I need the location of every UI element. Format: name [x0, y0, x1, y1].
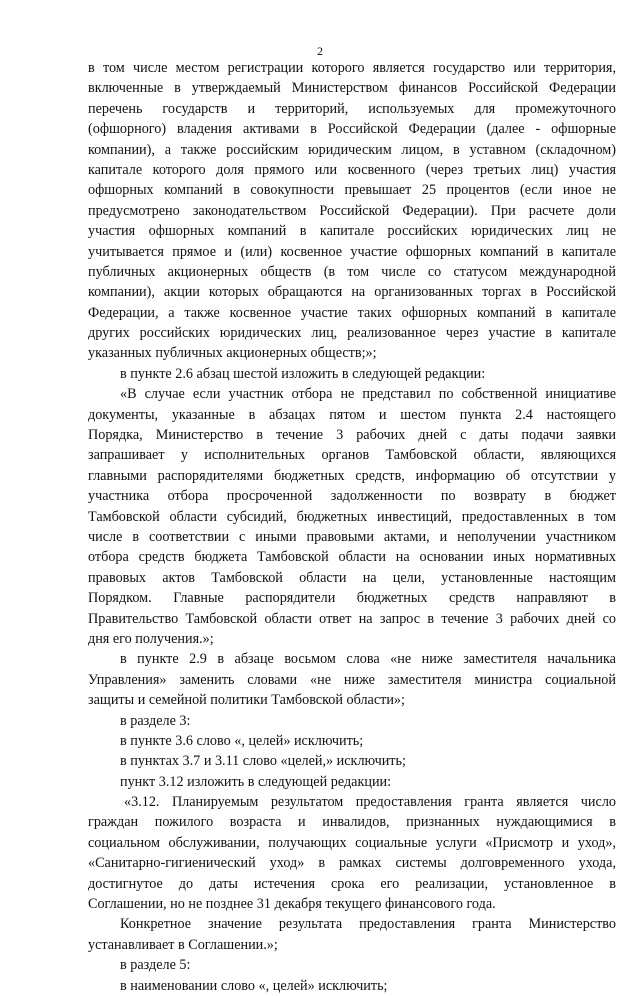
text-line: предусмотрено законодательством Российской Федерации). При расчете доли	[88, 202, 616, 219]
text-line: пункт 3.12 изложить в следующей редакции:	[120, 773, 392, 790]
text-line: правовых актов Тамбовской области на цели, установленные настоящим	[88, 569, 616, 586]
text-line: публичных акционерных обществ (в том числе со статусом международной	[88, 263, 616, 280]
text-line: в разделе 5:	[120, 957, 191, 974]
text-line: запрашивает у исполнительных органов Тамбовской области, являющихся	[88, 447, 616, 464]
text-line: Правительство Тамбовской области ответ на запрос в течение 3 рабочих дней со	[88, 610, 616, 627]
text-line: Конкретное значение результата предоставления гранта Министерство	[120, 916, 616, 933]
text-line: указанных публичных акционерных обществ;»;	[88, 345, 377, 362]
text-line: капитале которого доля прямого или косвенного (через третьих лиц) участия	[88, 161, 616, 178]
text-line: «В случае если участник отбора не представил по собственной инициативе	[120, 386, 616, 403]
text-line: перечень государств и территорий, используемых для промежуточного	[88, 100, 616, 117]
text-line: числе в соответствии с иными правовыми актами, и неполучении участником	[88, 528, 616, 545]
text-line: в пункте 3.6 слово «, целей» исключить;	[120, 732, 364, 749]
text-line: офшорных компаний в совокупности превышает 25 процентов (если иное не	[88, 182, 616, 199]
text-line: в разделе 3:	[120, 712, 191, 729]
text-line: защиты и семейной политики Тамбовской области»;	[88, 692, 405, 709]
text-line: устанавливает в Соглашении.»;	[88, 936, 278, 953]
text-line: компании), а также российским юридическим лицом, в уставном (складочном)	[88, 141, 616, 158]
text-line: «3.12. Планируемым результатом предоставления гранта является число	[124, 794, 616, 811]
text-line: социальном обслуживании, получающих социальные услуги «Присмотр и уход»,	[88, 834, 616, 851]
text-line: отбора средств бюджета Тамбовской области на основании иных нормативных	[88, 549, 616, 566]
page-number: 2	[317, 44, 323, 58]
text-line: в наименовании слово «, целей» исключить;	[120, 977, 388, 994]
text-line: в том числе местом регистрации которого является государство или территория,	[88, 60, 616, 76]
text-line: включенные в утверждаемый Министерством финансов Российской Федерации	[88, 80, 616, 97]
text-line: в пункте 2.9 в абзаце восьмом слова «не ниже заместителя начальника	[120, 651, 616, 668]
text-line: компании), акции которых обращаются на организованных торгах в Российской	[88, 284, 616, 301]
text-line: главными распорядителями бюджетных средств, информацию об отсутствии у	[88, 467, 616, 484]
text-line: «Санитарно-гигиенический уход» в рамках системы долговременного ухода,	[88, 855, 616, 872]
text-line: участия офшорных компаний в капитале российских юридических лиц не	[88, 223, 616, 240]
text-line: граждан пожилого возраста и инвалидов, признанных нуждающимися в	[88, 814, 616, 831]
text-line: Соглашении, но не позднее 31 декабря текущего финансового года.	[88, 896, 496, 913]
text-line: документы, указанные в абзацах пятом и шестом пункта 2.4 настоящего	[88, 406, 616, 423]
text-line: Порядком. Главные распорядители бюджетных средств направляют в	[88, 590, 616, 607]
text-line: учитывается прямое и (или) косвенное участие офшорных компаний в капитале	[88, 243, 616, 260]
text-line: Тамбовской области субсидий, бюджетных инвестиций, предоставленных в том	[88, 508, 616, 525]
text-line: Федерации, а также косвенное участие таких офшорных компаний в капитале	[88, 304, 616, 321]
text-line: других российских юридических лиц, реализованное через участие в капитале	[88, 325, 616, 342]
text-line: в пункте 2.6 абзац шестой изложить в следующей редакции:	[120, 365, 486, 382]
text-line: участника отбора просроченной задолженности по возврату в бюджет	[88, 488, 616, 505]
text-line: Управления» заменить словами «не ниже заместителя министра социальной	[88, 671, 616, 688]
text-line: дня его получения.»;	[88, 630, 214, 647]
text-line: в пунктах 3.7 и 3.11 слово «целей,» исключить;	[120, 753, 406, 770]
text-line: (офшорного) владения активами в Российской Федерации (далее - офшорные	[88, 121, 616, 138]
text-line: Порядка, Министерство в течение 3 рабочих дней с даты подачи заявки	[88, 427, 616, 444]
document-body	[88, 58, 616, 996]
text-line: достигнутое до даты истечения срока его реализации, установленное в	[88, 875, 616, 892]
